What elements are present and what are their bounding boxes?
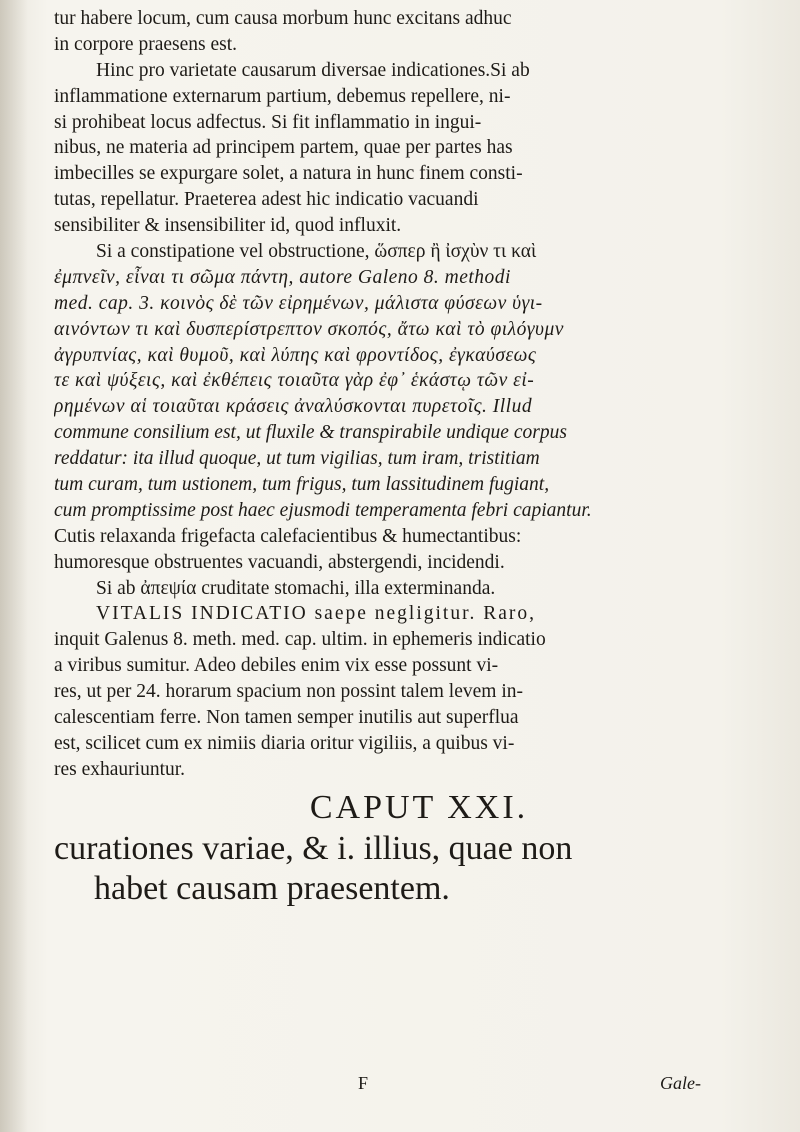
greek-line: αινόντων τι καὶ δυσπερίστρεπτον σκοπός, ἄτω καὶ τὸ φιλόγυμν [54, 318, 564, 340]
text-line: sensibiliter & insensibiliter id, quod influxit. [54, 215, 402, 237]
text-line: Si a constipatione vel obstructione, ὥσπερ ἢ ἰσχὺν τι καὶ [96, 241, 537, 263]
greek-line: med. cap. 3. κοινὸς δὲ τῶν εἰρημένων, μάλιστα φύσεων ὑγι- [54, 292, 543, 314]
text-line: inflammatione externarum partium, debemus repellere, ni- [54, 85, 511, 107]
chapter-heading: CAPUT XXI. [309, 788, 529, 826]
text-line: nibus, ne materia ad principem partem, quae per partes has [54, 137, 513, 159]
text-line: Cutis relaxanda frigefacta calefacientibus & humectantibus: [54, 525, 522, 547]
page-footer [0, 1073, 800, 1103]
text-line: imbecilles se expurgare solet, a natura in hunc finem consti- [54, 163, 523, 185]
text-line: VITALIS INDICATIO saepe negligitur. Raro, [96, 603, 537, 625]
section-subheading: curationes variae, & i. illius, quae non [54, 829, 573, 867]
greek-line: ἐμπνεῖν, εἶναι τι σῶμα πάντη, autore Galeno 8. methodi [54, 266, 511, 288]
greek-line: τε καὶ ψύξεις, καὶ ἐκθέπεις τοιαῦτα γὰρ ἐφ᾽ ἑκάστῳ τῶν εἰ- [54, 370, 535, 392]
italic-line: commune consilium est, ut fluxile & transpirabile undique corpus [54, 422, 567, 444]
text-line: si prohibeat locus adfectus. Si fit inflammatio in ingui- [54, 111, 482, 133]
text-line: res, ut per 24. horarum spacium non possint talem levem in- [54, 681, 523, 703]
text-line: humoresque obstruentes vacuandi, abstergendi, incidendi. [54, 551, 505, 573]
text-line: res exhauriuntur. [54, 758, 186, 780]
greek-line: ρημένων αἱ τοιαῦται κράσεις ἀναλύσκονται πυρετοῖς. Illud [54, 396, 533, 418]
catchword: Gale- [660, 1073, 701, 1093]
text-line: Hinc pro varietate causarum diversae indicationes.Si ab [96, 59, 530, 81]
italic-line: reddatur: ita illud quoque, ut tum vigilias, tum iram, tristitiam [54, 448, 540, 470]
text-line: a viribus sumitur. Adeo debiles enim vix esse possunt vi- [54, 655, 499, 677]
signature-mark: F [358, 1073, 369, 1093]
page-text [54, 6, 784, 909]
italic-line: cum promptissime post haec ejusmodi temperamenta febri capiantur. [54, 499, 592, 521]
text-line: in corpore praesens est. [54, 33, 238, 55]
text-line: calescentiam ferre. Non tamen semper inutilis aut superflua [54, 707, 519, 729]
text-line: tur habere locum, cum causa morbum hunc excitans adhuc [54, 8, 512, 29]
text-line: tutas, repellatur. Praeterea adest hic indicatio vacuandi [54, 189, 479, 211]
italic-line: tum curam, tum ustionem, tum frigus, tum lassitudinem fugiant, [54, 474, 550, 496]
text-line: est, scilicet cum ex nimiis diaria oritur vigiliis, a quibus vi- [54, 732, 515, 754]
greek-line: ἀγρυπνίας, καὶ θυμοῦ, καὶ λύπης καὶ φροντίδος, ἐγκαύσεως [54, 344, 537, 366]
section-subheading-continued: habet causam praesentem. [94, 869, 450, 907]
text-line: Si ab ἀπεψία cruditate stomachi, illa exterminanda. [96, 577, 496, 599]
text-line: inquit Galenus 8. meth. med. cap. ultim. in ephemeris indicatio [54, 629, 546, 651]
